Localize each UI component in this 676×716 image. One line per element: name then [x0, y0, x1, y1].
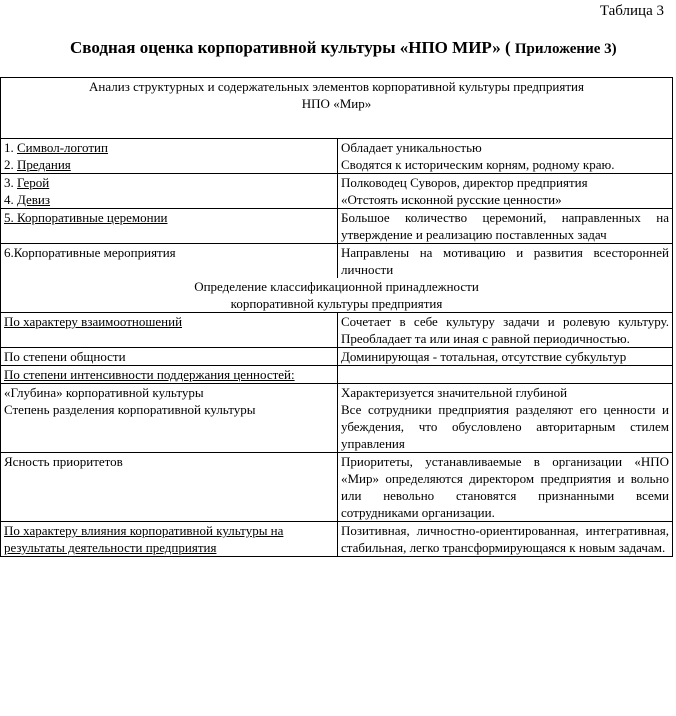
row-value: Направлены на мотивацию и развития всесторонней личности: [338, 244, 673, 279]
title-main: Сводная оценка корпоративной культуры «НПО МИР» (: [70, 38, 511, 57]
row-label: По степени общности: [1, 348, 338, 366]
row-label: «Глубина» корпоративной культуры Степень разделения корпоративной культуры: [1, 384, 338, 453]
row-value: Позитивная, личностно-ориентированная, интегративная, стабильная, легко трансформирующаяся к новым задачам.: [338, 522, 673, 557]
row-label: Ясность приоритетов: [1, 453, 338, 522]
section1-header-row: [1, 78, 673, 139]
table-row: [1, 384, 673, 453]
row-value: Большое количество церемоний, направленных на утверждение и реализацию поставленных задач: [338, 209, 673, 244]
legends-label: Предания: [17, 157, 71, 172]
section2-header-line1: Определение классификационной принадлежности: [194, 279, 479, 294]
row-value: Сочетает в себе культуру задачи и ролевую культуру. Преобладает та или иная с равной периодичностью.: [338, 313, 673, 348]
row-value: Характеризуется значительной глубиной Все сотрудники предприятия разделяют его ценности и убеждения, что обусловлено авторитарным стилем управления: [338, 384, 673, 453]
section2-header: [1, 278, 673, 313]
row-label: 6.Корпоративные мероприятия: [1, 244, 338, 279]
table-row: [1, 209, 673, 244]
row-label: По характеру влияния корпоративной культуры на результаты деятельности предприятия: [1, 522, 338, 557]
row-label: По степени интенсивности поддержания ценностей:: [1, 366, 338, 384]
hero-label: Герой: [17, 175, 50, 190]
table-row: [1, 139, 673, 174]
table-row: [1, 522, 673, 557]
row-value: Полководец Суворов, директор предприятия «Отстоять исконной русские ценности»: [338, 174, 673, 209]
title-appendix: Приложение 3): [514, 41, 617, 57]
table-row: [1, 348, 673, 366]
table-row: [1, 174, 673, 209]
motto-label: Девиз: [17, 192, 51, 207]
row-value: Доминирующая - тотальная, отсутствие субкультур: [338, 348, 673, 366]
table-row: [1, 366, 673, 384]
section2-header-line2: корпоративной культуры предприятия: [230, 296, 443, 311]
table-row: [1, 453, 673, 522]
row-label: 1. Символ-логотип 2. Предания: [1, 139, 338, 174]
row-label: 5. Корпоративные церемонии: [1, 209, 338, 244]
row-value: [338, 366, 673, 384]
section1-header-line2: НПО «Мир»: [301, 96, 372, 111]
table-row: [1, 244, 673, 279]
row-label: 3. Герой 4. Девиз: [1, 174, 338, 209]
table-row: [1, 313, 673, 348]
row-label: По характеру взаимоотношений: [1, 313, 338, 348]
row-value: Приоритеты, устанавливаемые в организации «НПО «Мир» определяются директором предприятия и вольно или невольно становятся признанными всеми сотрудниками организации.: [338, 453, 673, 522]
section1-header-line1: Анализ структурных и содержательных элементов корпоративной культуры предприятия: [89, 79, 584, 94]
row-value: Обладает уникальностью Сводятся к историческим корням, родному краю.: [338, 139, 673, 174]
culture-assessment-table: [0, 77, 673, 557]
symbol-logo-label: Символ-логотип: [17, 140, 108, 155]
document-title: [70, 38, 617, 58]
section1-header: [1, 78, 673, 139]
section2-header-row: [1, 278, 673, 313]
table-number: Таблица 3: [599, 3, 664, 19]
